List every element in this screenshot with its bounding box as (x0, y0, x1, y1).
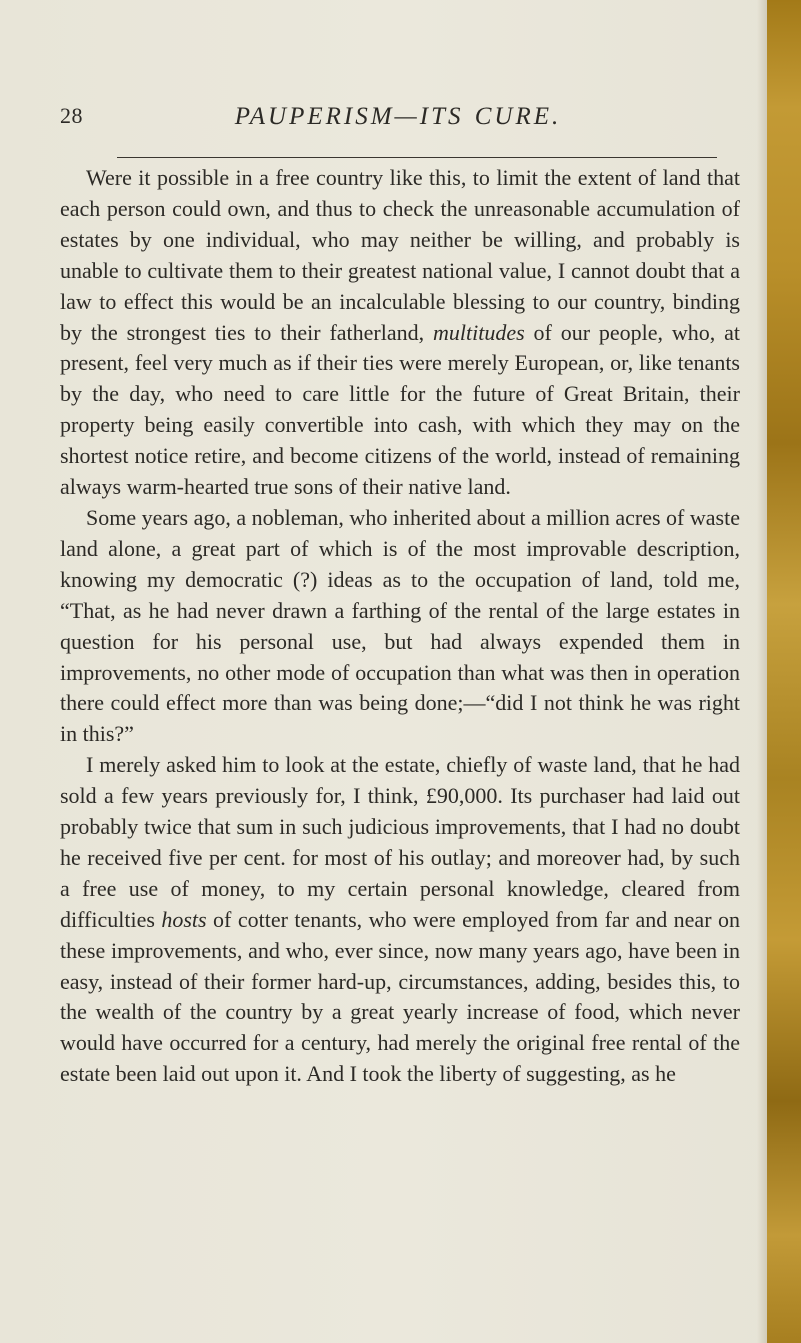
paragraph-1-text-end: of our people, who, at present, feel very much as if their ties were merely European, or, like tenants by the day, who need to care little for the future of Great Britain, their property being easily convertible into cash, with which they may on the shortest notice retire, and become citizens of the world, instead of remaining always warm-hearted true sons of their native land. (60, 319, 741, 500)
paragraph-3-text-end: of cotter tenants, who were employed from far and near on these improvements, and who, ever since, now many years ago, have been in easy, instead of their former hard-up, circumstances, adding, besides this, to the wealth of the country by a great yearly increase of food, which never would have occurred for a century, had merely the original free rental of the estate been laid out upon it. And I took the liberty of suggesting, as he (60, 906, 740, 1087)
body-text (60, 163, 740, 1090)
page-edge (767, 0, 801, 1343)
paragraph-1-text-start: Were it possible in a free country like this, to limit the extent of land that each person could own, and thus to check the unreasonable accumulation of estates by one individual, who may neither be willing, and probably is unable to cultivate them to their greatest national value, I cannot doubt that a law to effect this would be an incalculable blessing to our country, binding by the strongest ties to their fatherland, (60, 165, 740, 345)
header-rule (117, 157, 717, 158)
page-header (60, 103, 736, 139)
italic-hosts: hosts (161, 906, 207, 932)
page-number: 28 (60, 103, 83, 128)
paragraph-2: Some years ago, a nobleman, who inherited about a million acres of waste land alone, a great part of which is of the most improvable description, knowing my democratic (?) ideas as to the occupation of land, told me, “That, as he had never drawn a farthing of the rental of the large estates in question for his personal use, but had always expended them in improvements, no other mode of occupation than what was then in operation there could effect more than was being done;—“did I not think he was right in this?” (60, 504, 740, 747)
page-gutter-shadow (757, 0, 767, 1343)
paragraph-3 (60, 750, 740, 1090)
italic-multitudes: multitudes (432, 319, 525, 345)
paragraph-3-text-start: I merely asked him to look at the estate, chiefly of waste land, that he had sold a few years previously for, I think, £90,000. Its purchaser had laid out probably twice that sum in such judicious improvements, that I had no doubt he received five per cent. for most of his outlay; and moreover had, by such a free use of money, to my certain personal knowledge, cleared from difficulties (60, 752, 740, 932)
paragraph-1 (60, 163, 740, 503)
running-title: PAUPERISM—ITS CURE. (234, 103, 562, 130)
